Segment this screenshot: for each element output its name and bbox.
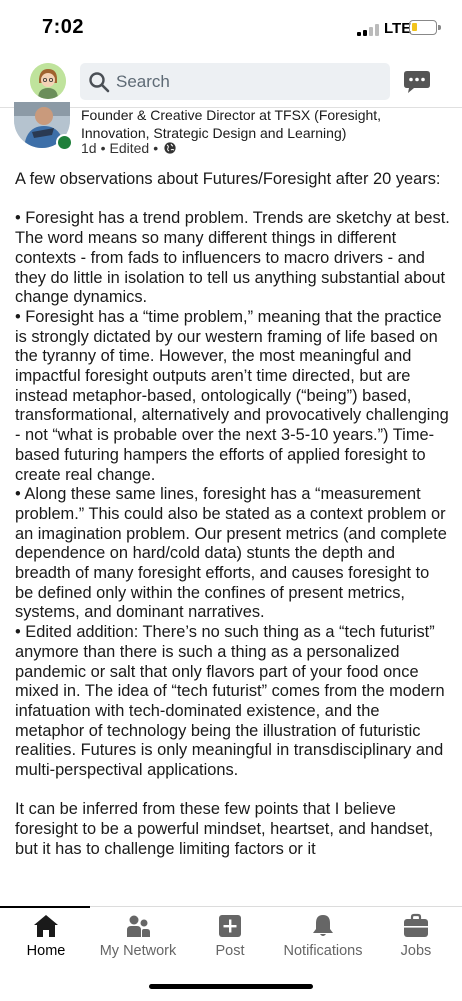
network-type: LTE <box>384 20 412 37</box>
post-paragraph: A few observations about Futures/Foresight after 20 years: <box>15 170 441 188</box>
meta-separator: • <box>100 140 106 156</box>
status-time: 7:02 <box>42 16 85 38</box>
bell-icon <box>310 913 336 939</box>
user-avatar-icon[interactable] <box>30 63 66 99</box>
nav-jobs[interactable] <box>370 907 462 967</box>
status-bar <box>0 0 462 56</box>
online-status-badge <box>56 134 73 151</box>
search-placeholder: Search <box>116 72 170 91</box>
post-paragraph: • Along these same lines, foresight has a “measurement problem.” This could also be stated as a context problem or an imagination problem. Our present metrics (and complete dependence on hard/cold data) stunts the depth and breadth of many foresight efforts, and causes foresight to be defined only within the confines of present metrics, systems, and dominant narratives. <box>15 485 447 622</box>
post-plus-icon <box>217 913 243 939</box>
my-network-icon <box>125 913 151 939</box>
post-meta <box>81 140 176 156</box>
post-paragraph: • Edited addition: There’s no such thing as a “tech futurist” anymore than there is such a thing as a personalized pandemic or salt that only flavors part of your food once mixed in. The idea of “tech futurist” comes from the modern infatuation with tech-dominated existence, and the metaphor of technology being the illustration of futuristic realities. Futures is only meaningful in transdisciplinary and multi-perspectival applications. <box>15 623 445 780</box>
paragraph-gap <box>15 190 452 210</box>
paragraph-gap <box>15 781 452 801</box>
search-input[interactable] <box>80 63 390 100</box>
post-paragraph: • Foresight has a “time problem,” meaning that the practice is strongly dictated by our western framing of life based on the tyranny of time. However, the most meaningful and impactful foresight outputs aren’t time directed, but are instead metaphor-based, ontologically (“being”) based, transformational, alternatively and provocatively challenging - not “what is probable over the next 3-5-10 years.”) Time-based futuring hampers the efforts of applied foresight to create real change. <box>15 307 449 484</box>
post-author <box>0 100 462 160</box>
edited-label: Edited <box>109 140 150 156</box>
post-body <box>15 170 452 860</box>
nav-notifications[interactable] <box>276 907 370 967</box>
globe-icon <box>164 142 176 154</box>
battery-level <box>412 23 417 31</box>
nav-label-home: Home <box>26 943 66 959</box>
nav-my-network[interactable] <box>92 907 184 967</box>
post-paragraph: • Foresight has a trend problem. Trends are sketchy at best. The word means so many different things in different contexts - from fads to influencers to macro drivers - and they do little in isolation to tell us anything substantial about change dynamics. <box>15 209 450 307</box>
meta-separator: • <box>153 140 159 156</box>
nav-label-notifications: Notifications <box>283 943 363 959</box>
home-icon <box>33 913 59 939</box>
nav-label-my-network: My Network <box>99 943 177 959</box>
nav-label-jobs: Jobs <box>400 943 432 959</box>
nav-label-post: Post <box>215 943 245 959</box>
signal-icon <box>357 24 379 36</box>
home-indicator <box>149 984 313 989</box>
post-time: 1d <box>81 140 97 156</box>
author-headline[interactable]: Founder & Creative Director at TFSX (Foresight, Innovation, Strategic Design and Learning) <box>81 107 382 141</box>
search-icon <box>88 71 110 93</box>
messaging-icon[interactable] <box>403 70 431 94</box>
post-paragraph: It can be inferred from these few points that I believe foresight to be a powerful mindset, heartset, and handset, but it has to challenge limiting factors or it <box>15 800 434 858</box>
battery-icon <box>409 20 437 35</box>
nav-home[interactable] <box>0 907 92 967</box>
nav-post[interactable] <box>184 907 276 967</box>
briefcase-icon <box>403 913 429 939</box>
